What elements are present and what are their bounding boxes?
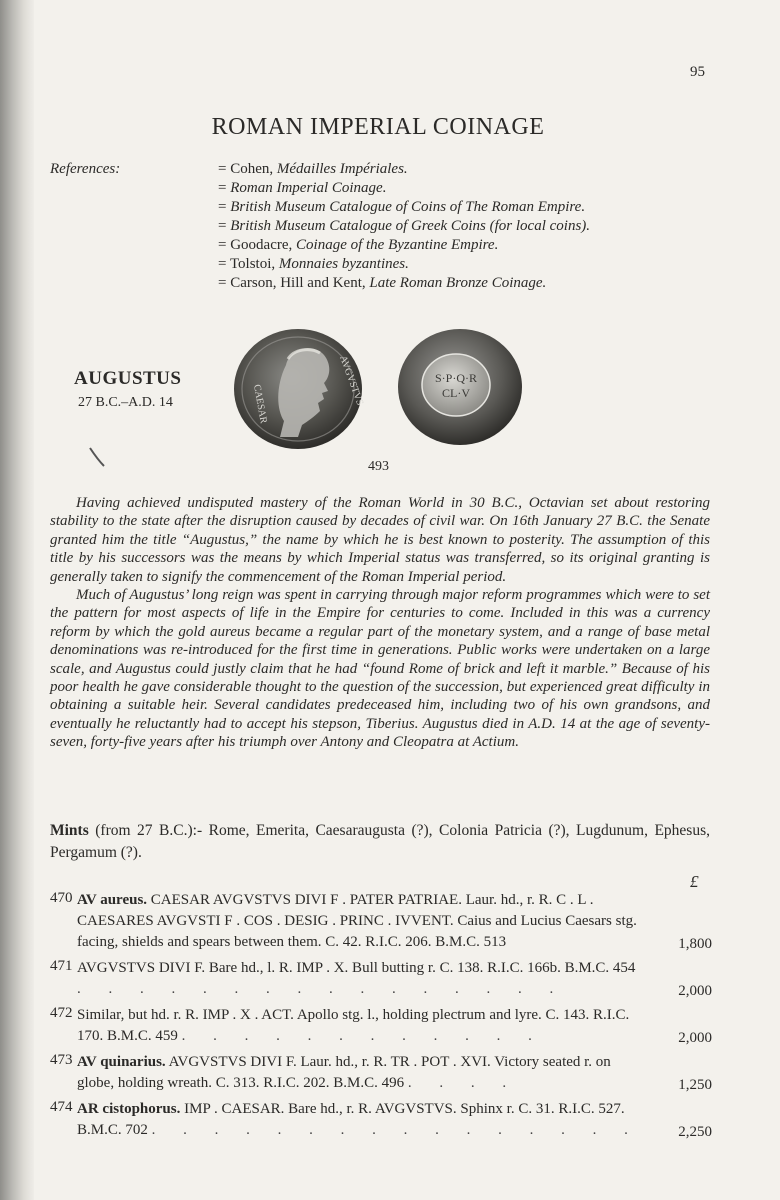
- catalogue-number: 470: [50, 890, 73, 906]
- currency-symbol: £: [690, 872, 699, 891]
- catalogue-price: 1,800: [678, 936, 712, 952]
- ruler-name: AUGUSTUS: [74, 368, 182, 389]
- ruler-dates: 27 B.C.–A.D. 14: [78, 395, 173, 410]
- catalogue-number: 471: [50, 958, 73, 974]
- catalogue-description: AV quinarius. AVGVSTVS DIVI F. Laur. hd., r. R. TR . POT . XVI. Victory seated r. on globe, holding wreath. C. 313. R.I.C. 202. B.M.C. 496 . . . .: [77, 1054, 611, 1091]
- reference-description: = Goodacre, Coinage of the Byzantine Empire.: [218, 237, 499, 253]
- catalogue-description: Similar, but hd. r. R. IMP . X . ACT. Apollo stg. l., holding plectrum and lyre. C. 143. R.I.C. 170. B.M.C. 459 . . . . . . . . . . . .: [77, 1007, 630, 1044]
- page-number: 95: [690, 64, 705, 80]
- catalogue-description: AVGVSTVS DIVI F. Bare hd., l. R. IMP . X. Bull butting r. C. 138. R.I.C. 166b. B.M.C. 454 . . . . . . . . . . . . . . . .: [77, 960, 636, 997]
- reverse-text-line2: CL·V: [442, 386, 470, 400]
- pen-mark: [88, 446, 106, 470]
- reference-description: = Cohen, Médailles Impériales.: [218, 161, 408, 177]
- obverse-legend-right: AVGVSTVS: [337, 354, 366, 407]
- reference-description: = Roman Imperial Coinage.: [218, 180, 387, 196]
- coin-reverse: [398, 329, 522, 445]
- metal-denomination: AV quinarius.: [77, 1054, 166, 1070]
- book-spine-shadow: [0, 0, 34, 1200]
- catalogue-list: [50, 890, 712, 1146]
- catalogue-entry: [50, 1099, 712, 1141]
- catalogue-description: AV aureus. CAESAR AVGVSTVS DIVI F . PATER PATRIAE. Laur. hd., r. R. C . L . CAESARES AVGVSTI F . COS . DESIG . PRINC . IVVENT. Caius and Lucius Caesars stg. facing, shields and spears between them. C. 42. R.I.C. 206. B.M.C. 513: [77, 892, 637, 950]
- catalogue-price: 1,250: [678, 1077, 712, 1093]
- catalogue-entry: [50, 1005, 712, 1047]
- biography-paragraph: Much of Augustus’ long reign was spent in carrying through major reform programmes which were to set the pattern for most aspects of life in the Empire for centuries to come. Included in this was a currency reform by which the gold aureus became a regular part of the monetary system, and a range of base metal denominations was re-introduced for the first time in generations. Public works were undertaken on a large scale, and Augustus could justly claim that he had “found Rome of brick and left it marble.” Because of his poor health he gave considerable thought to the question of the succession, but experienced great difficulty in obtaining a suitable heir. Several candidates predeceased him, including two of his own grandsons, and eventually he reluctantly had to accept his stepson, Tiberius. Augustus died in A.D. 14 at the age of seventy-seven, forty-five years after his triumph over Antony and Cleopatra at Actium.: [50, 587, 710, 751]
- biography-text: [50, 494, 710, 752]
- reference-description: = British Museum Catalogue of Coins of The Roman Empire.: [218, 199, 586, 215]
- mints-list: (from 27 B.C.):- Rome, Emerita, Caesaraugusta (?), Colonia Patricia (?), Lugdunum, Ephesus, Pergamum (?).: [50, 822, 710, 861]
- coin-photograph: [228, 325, 528, 455]
- mints-label: Mints: [50, 822, 89, 839]
- reference-description: = British Museum Catalogue of Greek Coins (for local coins).: [218, 218, 591, 234]
- catalogue-entry: [50, 958, 712, 1000]
- catalogue-number: 474: [50, 1099, 73, 1115]
- reverse-text-line1: S·P·Q·R: [434, 371, 478, 385]
- reference-description: = Tolstoi, Monnaies byzantines.: [218, 256, 409, 272]
- catalogue-number: 473: [50, 1052, 73, 1068]
- page-title: ROMAN IMPERIAL COINAGE: [211, 114, 545, 140]
- references-label: References:: [50, 161, 121, 177]
- catalogue-description: AR cistophorus. IMP . CAESAR. Bare hd., r. R. AVGVSTVS. Sphinx r. C. 31. R.I.C. 527. B.M.C. 702 . . . . . . . . . . . . . . . .: [77, 1101, 640, 1138]
- catalogue-price: 2,000: [678, 1030, 712, 1046]
- metal-denomination: AR cistophorus.: [77, 1101, 181, 1117]
- coin-figure-number: 493: [368, 459, 389, 474]
- mints-text: [50, 820, 710, 864]
- catalogue-price: 2,250: [678, 1124, 712, 1140]
- catalogue-entry: [50, 890, 712, 953]
- catalogue-price: 2,000: [678, 983, 712, 999]
- reference-description: = Carson, Hill and Kent, Late Roman Bronze Coinage.: [218, 275, 547, 291]
- coin-obverse: [234, 329, 365, 449]
- biography-paragraph: Having achieved undisputed mastery of the Roman World in 30 B.C., Octavian set about restoring stability to the state after the disruption caused by decades of civil war. On 16th January 27 B.C. the Senate granted him the title “Augustus,” the name by which he is best known to posterity. The assumption of this title by his successors was the means by which Imperial status was transferred, so its original granting is generally taken to signify the commencement of the Roman Imperial period.: [50, 495, 710, 585]
- obverse-legend-left: CAESAR: [251, 383, 269, 425]
- catalogue-number: 472: [50, 1005, 73, 1021]
- catalogue-entry: [50, 1052, 712, 1094]
- metal-denomination: AV aureus.: [77, 892, 148, 908]
